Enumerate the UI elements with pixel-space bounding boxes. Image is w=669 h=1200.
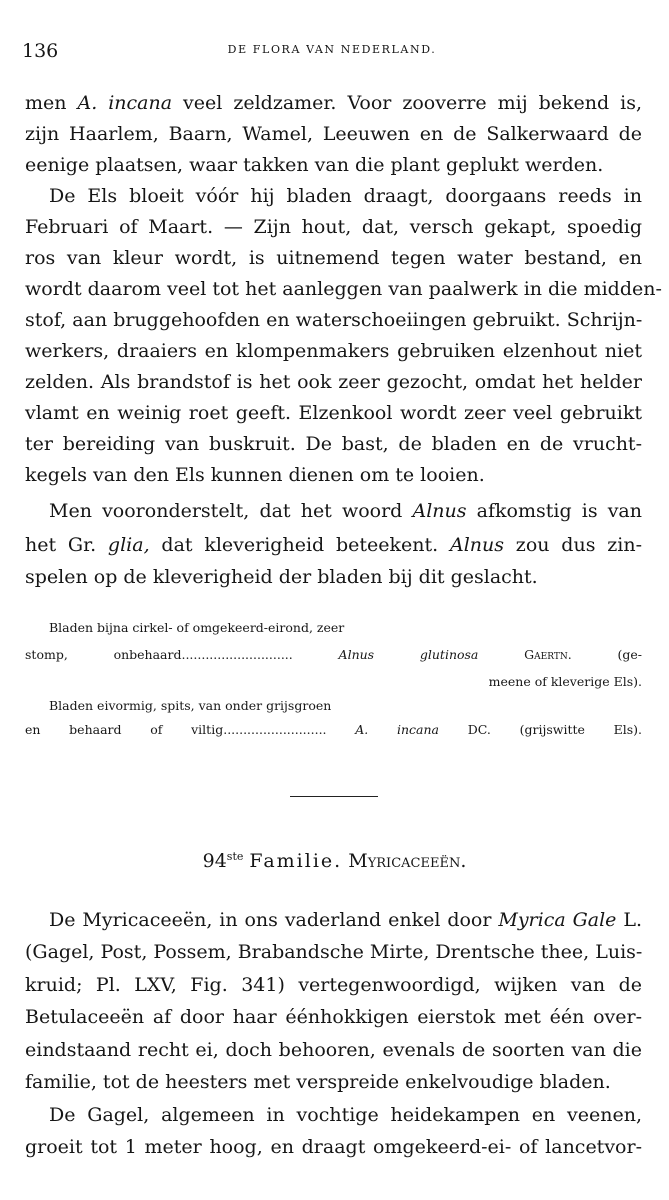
text-line: eenige plaatsen, waar takken van die plant geplukt werden. [25,154,604,176]
text-line [25,533,642,557]
text-span: De Myricaceeën, in ons vaderland enkel door [49,909,499,931]
family-number: 94 [202,850,227,872]
text-line: zijn Haarlem, Baarn, Wamel, Leeuwen en de Salkerwaard de [25,123,642,145]
key-common-name: (grijswitte Els). [490,722,643,737]
family-number-suffix: ste [226,850,244,863]
page-header [22,40,642,64]
family-heading [0,850,669,872]
key-entry-1-line-2 [25,646,642,664]
text-line: kegels van den Els kunnen dienen om te looien. [25,464,485,486]
text-span: zou dus zin- [504,534,642,556]
text-span: dat kleverigheid beteekent. [149,534,450,556]
key-leader-dots: ............................ [181,647,293,662]
key-taxon: A. incana [355,722,440,737]
key-author: DC. [439,722,491,737]
family-name: Myricaceeën. [348,850,467,872]
key-entry-1-line-1: Bladen bijna cirkel- of omgekeerd-eirond, zeer [49,620,345,635]
key-entry-1-line-3: meene of kleverige Els). [488,674,642,689]
text-line: (Gagel, Post, Possem, Brabandsche Mirte, Drentsche thee, Luis- [25,941,643,963]
text-line [25,91,642,115]
text-line: familie, tot de heesters met verspreide enkelvoudige bladen. [25,1071,611,1093]
key-text: stomp, onbehaard [25,647,182,662]
text-span: men [25,92,78,114]
text-span: afkomstig is van [466,500,642,522]
text-line: spelen op de kleverigheid der bladen bij dit geslacht. [25,566,538,588]
text-line: groeit tot 1 meter hoog, en draagt omgekeerd-ei- of lancetvor- [25,1136,642,1158]
text-line: ter bereiding van buskruit. De bast, de bladen en de vrucht- [25,433,642,455]
text-span: veel zeldzamer. Voor zooverre mij bekend is, [172,92,642,114]
text-line: Februari of Maart. — Zijn hout, dat, versch gekapt, spoedig [25,216,642,238]
text-line: De Gagel, algemeen in vochtige heidekampen en veenen, [49,1104,642,1126]
key-taxon: Alnus glutinosa [338,647,479,662]
text-line: vlamt en weinig roet geeft. Elzenkool wordt zeer veel gebruikt [25,402,642,424]
family-label: Familie. [249,850,343,872]
text-line: eindstaand recht ei, doch behooren, evenals de soorten van die [25,1039,642,1061]
taxon-name: Myrica Gale [498,909,617,931]
taxon-name: Alnus [412,500,467,522]
key-text: en behaard of viltig [25,722,224,737]
text-span: het Gr. [25,534,108,556]
text-span: Men vooronderstelt, dat het woord [49,500,413,522]
key-common-name: (ge- [571,647,642,662]
taxon-name: A. incana [77,92,173,114]
running-title: DE FLORA VAN NEDERLAND. [227,43,437,56]
page-number: 136 [22,40,59,62]
text-line: stof, aan bruggehoofden en waterschoeiingen gebruikt. Schrijn- [25,309,643,331]
text-line: wordt daarom veel tot het aanleggen van paalwerk in die midden- [25,278,662,300]
section-divider [290,796,378,797]
text-line: kruid; Pl. LXV, Fig. 341) vertegenwoordigd, wijken van de [25,974,642,996]
text-line: Betulaceeën af door haar éénhokkigen eierstok met één over- [25,1006,642,1028]
key-entry-2-line-1: Bladen eivormig, spits, van onder grijsgroen [49,698,332,713]
text-span: L. [616,909,642,931]
key-leader-dots: .......................... [223,722,327,737]
taxon-name: Alnus [449,534,505,556]
key-author: Gaertn. [478,647,572,662]
text-line: werkers, draaiers en klompenmakers gebruiken elzenhout niet [25,340,642,362]
text-line [25,499,642,523]
text-line: De Els bloeit vóór hij bladen draagt, doorgaans reeds in [49,185,642,207]
text-line: zelden. Als brandstof is het ook zeer gezocht, omdat het helder [25,371,642,393]
greek-word: glia, [107,534,150,556]
key-entry-2-line-2 [25,721,642,739]
text-line: ros van kleur wordt, is uitnemend tegen water bestand, en [25,247,642,269]
text-line [25,908,642,932]
